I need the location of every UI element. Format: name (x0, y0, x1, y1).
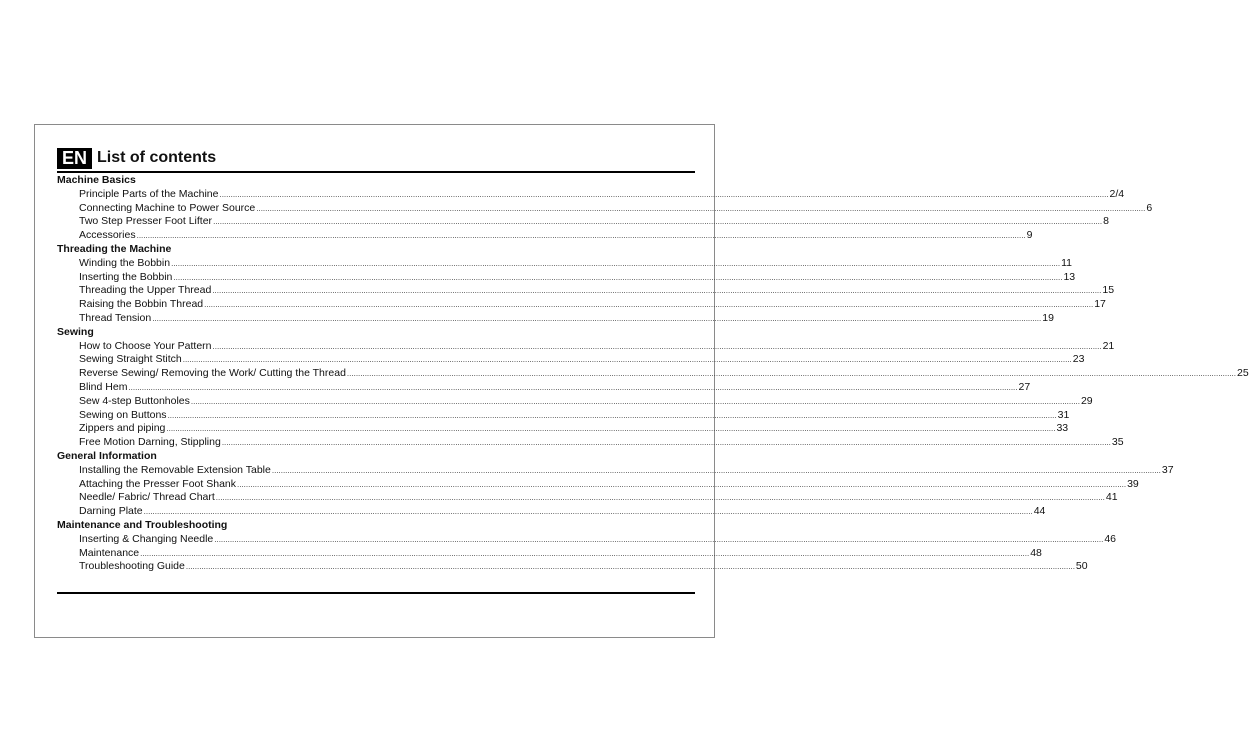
toc-entry[interactable] (57, 560, 1088, 574)
toc-entry[interactable] (57, 229, 1033, 243)
toc-entry-label: Zippers and piping (79, 422, 166, 435)
toc-entry-page-number: 9 (1026, 229, 1033, 242)
toc-entry-page-number: 6 (1146, 201, 1153, 214)
toc-entry-page-number: 21 (1102, 339, 1115, 352)
toc-entry-label: How to Choose Your Pattern (79, 339, 212, 352)
toc-entry-page-number: 17 (1094, 298, 1106, 311)
toc-entry-label: Inserting the Bobbin (79, 270, 173, 283)
toc-entry[interactable] (57, 463, 1174, 478)
dot-leader: ................................................................................................................................................................................................................................................................................................................................................................................................................ (128, 382, 1018, 392)
toc-entry-page-number: 15 (1102, 284, 1115, 297)
toc-entry-label: Threading the Upper Thread (79, 284, 212, 297)
dot-leader: ................................................................................................................................................................................................................................................................................................................................................................................................................ (256, 203, 1146, 213)
toc-entry[interactable] (57, 367, 1249, 381)
toc-entry-page-number: 41 (1105, 491, 1118, 504)
toc-entry-page-number: 31 (1057, 408, 1070, 421)
toc-header (57, 147, 695, 171)
toc-entry-page-number: 50 (1075, 560, 1088, 573)
toc-entry-label: Two Step Presser Foot Lifter (79, 215, 213, 228)
toc-entry-label: Winding the Bobbin (79, 256, 171, 269)
toc-entry[interactable] (57, 284, 1115, 298)
toc-entry-page-number: 19 (1042, 311, 1054, 324)
toc-entry-label: Darning Plate (79, 505, 143, 518)
toc-entry[interactable] (57, 215, 1109, 229)
dot-leader: ................................................................................................................................................................................................................................................................................................................................................................................................................ (152, 313, 1042, 323)
toc-entry[interactable] (57, 339, 1115, 354)
toc-entry-page-number: 23 (1072, 353, 1085, 366)
dot-leader: ................................................................................................................................................................................................................................................................................................................................................................................................................ (237, 479, 1127, 489)
toc-entry-label: Blind Hem (79, 380, 128, 393)
dot-leader: ................................................................................................................................................................................................................................................................................................................................................................................................................ (143, 507, 1033, 517)
toc-entry[interactable] (57, 505, 1046, 519)
toc-entry-label: Attaching the Presser Foot Shank (79, 477, 237, 490)
toc-entry-label: Free Motion Darning, Stippling (79, 436, 221, 449)
language-badge: EN (57, 148, 92, 169)
toc-entry[interactable] (57, 270, 1076, 285)
toc-entry[interactable] (57, 380, 1031, 395)
toc-entry[interactable] (57, 311, 1054, 326)
dot-leader: ................................................................................................................................................................................................................................................................................................................................................................................................................ (219, 189, 1109, 199)
page-title: List of contents (97, 149, 217, 166)
toc-entry-label: Installing the Removable Extension Table (79, 463, 271, 476)
toc-entry[interactable] (57, 422, 1069, 436)
section-heading: Maintenance and Troubleshooting (57, 518, 228, 531)
toc-entry-page-number: 46 (1104, 532, 1117, 545)
toc-entry[interactable] (57, 436, 1124, 450)
toc-entry-page-number: 48 (1030, 546, 1042, 559)
toc-entry-label: Thread Tension (79, 311, 152, 324)
dot-leader: ................................................................................................................................................................................................................................................................................................................................................................................................................ (221, 438, 1111, 448)
dot-leader: ................................................................................................................................................................................................................................................................................................................................................................................................................ (215, 493, 1105, 503)
dot-leader: ................................................................................................................................................................................................................................................................................................................................................................................................................ (212, 286, 1102, 296)
toc-entry-label: Sewing on Buttons (79, 408, 167, 421)
toc-entry[interactable] (57, 298, 1106, 312)
section-heading: Machine Basics (57, 174, 136, 186)
toc-entry-label: Accessories (79, 229, 136, 242)
dot-leader: ................................................................................................................................................................................................................................................................................................................................................................................................................ (271, 465, 1161, 475)
toc-entry[interactable] (57, 477, 1139, 492)
toc-entry[interactable] (57, 546, 1042, 561)
dot-leader: ................................................................................................................................................................................................................................................................................................................................................................................................................ (182, 355, 1072, 365)
toc-entry-page-number: 44 (1033, 505, 1046, 518)
section-heading: Sewing (57, 325, 94, 338)
toc-entry[interactable] (57, 394, 1093, 409)
dot-leader: ................................................................................................................................................................................................................................................................................................................................................................................................................ (185, 562, 1075, 572)
toc-entry-label: Principle Parts of the Machine (79, 187, 219, 200)
table-of-contents (57, 174, 1249, 574)
toc-entry-page-number: 35 (1111, 436, 1124, 449)
toc-entry-label: Raising the Bobbin Thread (79, 298, 204, 311)
dot-leader: ................................................................................................................................................................................................................................................................................................................................................................................................................ (190, 396, 1080, 406)
dot-leader: ................................................................................................................................................................................................................................................................................................................................................................................................................ (346, 369, 1236, 379)
document-page (34, 124, 1249, 638)
toc-entry-page-number: 29 (1080, 394, 1093, 407)
toc-entry-label: Reverse Sewing/ Removing the Work/ Cutting the Thread (79, 367, 346, 380)
dot-leader: ................................................................................................................................................................................................................................................................................................................................................................................................................ (212, 341, 1102, 351)
toc-entry-label: Inserting & Changing Needle (79, 532, 214, 545)
toc-entry[interactable] (57, 201, 1153, 216)
top-divider (57, 171, 695, 173)
dot-leader: ................................................................................................................................................................................................................................................................................................................................................................................................................ (173, 272, 1063, 282)
dot-leader: ................................................................................................................................................................................................................................................................................................................................................................................................................ (166, 424, 1056, 434)
section-heading: Threading the Machine (57, 242, 172, 255)
toc-entry[interactable] (57, 532, 1117, 547)
toc-entry-page-number: 25 (1236, 367, 1249, 380)
toc-entry-label: Connecting Machine to Power Source (79, 201, 256, 214)
dot-leader: ................................................................................................................................................................................................................................................................................................................................................................................................................ (214, 534, 1104, 544)
dot-leader: ................................................................................................................................................................................................................................................................................................................................................................................................................ (167, 410, 1057, 420)
toc-entry-label: Maintenance (79, 546, 140, 559)
toc-entry-page-number: 8 (1103, 215, 1109, 228)
toc-entry-page-number: 37 (1161, 463, 1174, 476)
toc-entry[interactable] (57, 408, 1070, 423)
toc-entry-page-number: 11 (1061, 256, 1073, 269)
section-heading: General Information (57, 449, 157, 462)
dot-leader: ................................................................................................................................................................................................................................................................................................................................................................................................................ (204, 300, 1094, 310)
dot-leader: ................................................................................................................................................................................................................................................................................................................................................................................................................ (213, 217, 1103, 227)
toc-entry-label: Sew 4-step Buttonholes (79, 394, 190, 407)
toc-entry[interactable] (57, 256, 1073, 271)
toc-entry-page-number: 2/4 (1109, 187, 1125, 200)
toc-entry-page-number: 27 (1018, 380, 1031, 393)
toc-entry[interactable] (57, 491, 1118, 505)
toc-entry-page-number: 39 (1127, 477, 1139, 490)
toc-entry[interactable] (57, 187, 1125, 202)
toc-entry-label: Needle/ Fabric/ Thread Chart (79, 491, 215, 504)
toc-entry-page-number: 13 (1063, 270, 1076, 283)
toc-entry-label: Sewing Straight Stitch (79, 353, 182, 366)
dot-leader: ................................................................................................................................................................................................................................................................................................................................................................................................................ (171, 258, 1061, 268)
toc-entry-page-number: 33 (1056, 422, 1069, 435)
toc-entry-label: Troubleshooting Guide (79, 560, 185, 573)
toc-entry[interactable] (57, 353, 1085, 367)
dot-leader: ................................................................................................................................................................................................................................................................................................................................................................................................................ (136, 231, 1026, 241)
dot-leader: ................................................................................................................................................................................................................................................................................................................................................................................................................ (140, 548, 1030, 558)
bottom-divider (57, 592, 695, 594)
